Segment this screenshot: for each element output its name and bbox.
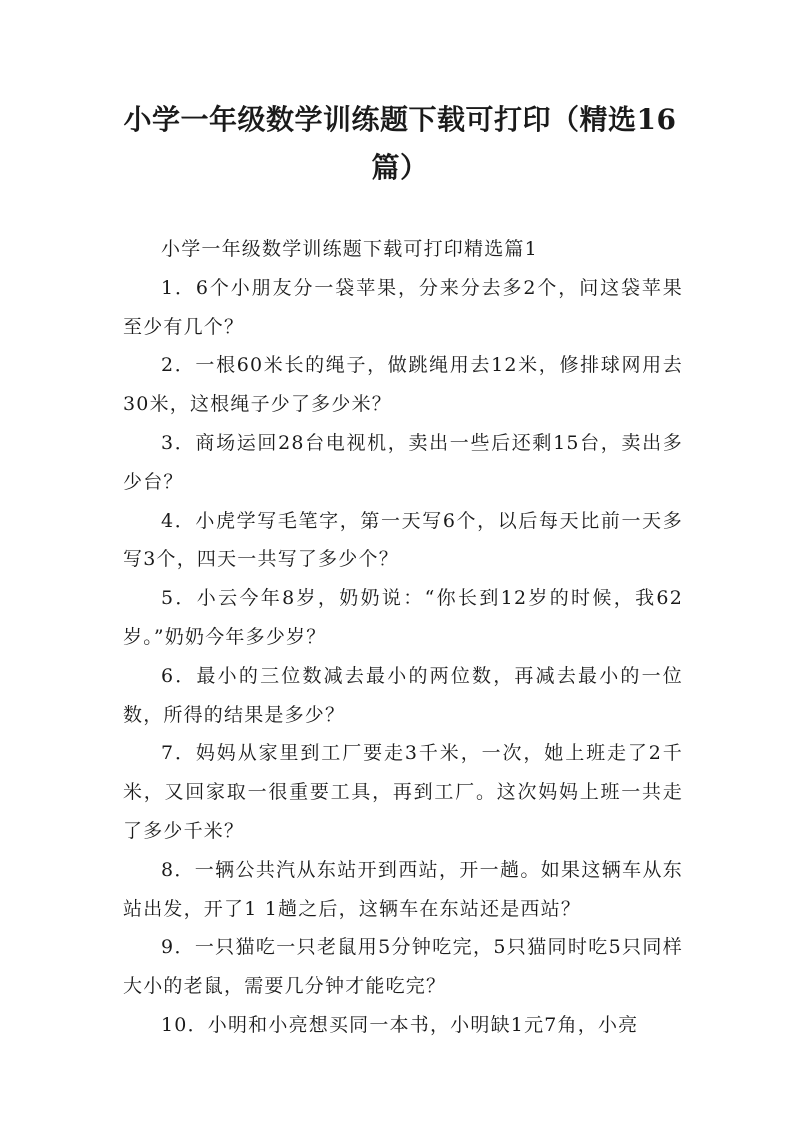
document-body bbox=[123, 230, 683, 1045]
document-title: 小学一年级数学训练题下载可打印（精选16篇） bbox=[123, 103, 677, 184]
question-2: 2．一根60米长的绳子，做跳绳用去12米，修排球网用去30米，这根绳子少了多少米？ bbox=[123, 354, 683, 416]
question-7: 7．妈妈从家里到工厂要走3千米，一次，她上班走了2千米，又回家取一很重要工具，再到工厂。这次妈妈上班一共走了多少千米？ bbox=[123, 742, 683, 842]
question-1: 1．6个小朋友分一袋苹果，分来分去多2个，问这袋苹果至少有几个？ bbox=[123, 276, 683, 338]
question-9: 9．一只猫吃一只老鼠用5分钟吃完，5只猫同时吃5只同样大小的老鼠，需要几分钟才能吃完？ bbox=[123, 936, 683, 998]
question-6: 6．最小的三位数减去最小的两位数，再减去最小的一位数，所得的结果是多少？ bbox=[123, 664, 683, 726]
section-heading: 小学一年级数学训练题下载可打印精选篇1 bbox=[161, 238, 538, 260]
question-10: 10．小明和小亮想买同一本书，小明缺1元7角，小亮 bbox=[161, 1013, 639, 1036]
question-8: 8．一辆公共汽从东站开到西站，开一趟。如果这辆车从东站出发，开了1 1趟之后，这辆车在东站还是西站？ bbox=[123, 858, 683, 920]
question-4: 4．小虎学写毛笔字，第一天写6个，以后每天比前一天多写3个，四天一共写了多少个？ bbox=[123, 509, 683, 571]
question-5: 5．小云今年8岁，奶奶说：“你长到12岁的时候，我62岁。”奶奶今年多少岁？ bbox=[123, 587, 683, 648]
question-3: 3．商场运回28台电视机，卖出一些后还剩15台，卖出多少台？ bbox=[123, 431, 683, 493]
